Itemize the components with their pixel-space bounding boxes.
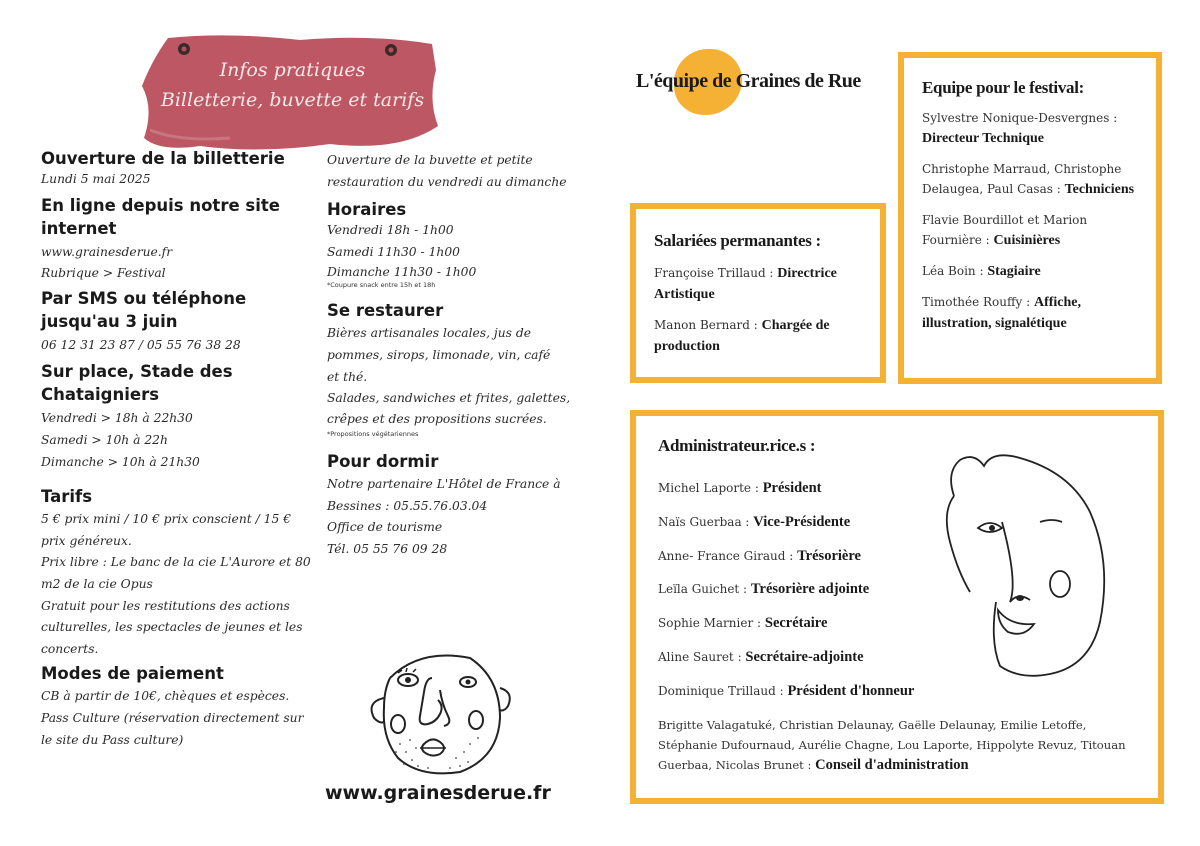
buvette-intro: Ouverture de la buvette et petite restauration du vendredi au dimanche [327, 153, 567, 189]
onsite-sunday: Dimanche > 10h à 21h30 [41, 454, 200, 469]
tarifs-free: Prix libre : Le banc de la cie L'Aurore et 80 m2 de la cie Opus [41, 555, 311, 591]
permanent-staff-title: Salariées permanantes : [654, 231, 821, 250]
restaurer-heading: Se restaurer [327, 301, 444, 321]
face-illustration-small [360, 648, 520, 778]
tarifs-gratuit: Gratuit pour les restitutions des actions culturelles, les spectacles de jeunes et les concerts. [41, 598, 303, 656]
left-column [41, 148, 311, 751]
restaurer-note: *Propositions végétariennes [327, 430, 419, 439]
payment-pass-culture: Pass Culture (réservation directement sur le site du Pass culture) [41, 710, 304, 747]
board-row: Aline Sauret : Secrétaire-adjointe [658, 648, 864, 665]
team-title: L'équipe de Graines de Rue [636, 70, 861, 92]
horaires-sunday: Dimanche 11h30 - 1h00 [327, 265, 477, 280]
payment-heading: Modes de paiement [41, 664, 224, 684]
festival-team-box [898, 52, 1162, 384]
festival-row: Flavie Bourdillot et Marion Fournière : Cuisinières [922, 213, 1088, 248]
dormir-heading: Pour dormir [327, 452, 439, 472]
festival-row: Léa Boin : Stagiaire [922, 264, 1041, 279]
online-url: www.grainesderue.fr [41, 244, 173, 259]
board-row: Anne- France Giraud : Trésorière [658, 547, 861, 564]
website-url: www.grainesderue.fr [325, 782, 551, 804]
staff-row: Manon Bernard : Chargée de production [654, 318, 830, 354]
board-row: Dominique Trillaud : Président d'honneur [658, 682, 915, 699]
sms-phones: 06 12 31 23 87 / 05 55 76 38 28 [41, 337, 241, 352]
payment-methods: CB à partir de 10€, chèques et espèces. [41, 689, 290, 704]
sms-heading: Par SMS ou téléphone jusqu'au 3 juin [41, 288, 247, 331]
restaurer-food: Salades, sandwiches et frites, galettes, crêpes et des propositions sucrées. [327, 391, 571, 427]
tarifs-heading: Tarifs [41, 487, 93, 507]
dormir-phone: Tél. 05 55 76 09 28 [327, 541, 448, 556]
face-illustration-large [940, 452, 1120, 682]
onsite-heading: Sur place, Stade des Chataigniers [41, 362, 233, 405]
board-title: Administrateur.rice.s : [658, 436, 816, 455]
staff-row: Françoise Trillaud : Directrice Artistique [654, 266, 837, 302]
dormir-hotel: Notre partenaire L'Hôtel de France à Bessines : 05.55.76.03.04 [327, 477, 561, 513]
horaires-saturday: Samedi 11h30 - 1h00 [327, 244, 460, 259]
horaires-note: *Coupure snack entre 15h et 18h [327, 281, 436, 290]
onsite-saturday: Samedi > 10h à 22h [41, 432, 168, 447]
festival-row: Timothée Rouffy : Affiche, illustration, signalétique [922, 295, 1082, 331]
board-row: Naïs Guerbaa : Vice-Présidente [658, 513, 851, 530]
online-rubrique: Rubrique > Festival [41, 266, 166, 281]
tarifs-prices: 5 € prix mini / 10 € prix conscient / 15 € prix généreux. [41, 512, 292, 548]
banner-line-1: Infos pratiques [219, 59, 366, 81]
dormir-office: Office de tourisme [327, 520, 443, 535]
festival-row: Christophe Marraud, Christophe Delaugea, Paul Casas : Techniciens [922, 162, 1135, 197]
restaurer-drinks: Bières artisanales locales, jus de pommes, sirops, limonade, vin, café et thé. [327, 326, 551, 384]
billetterie-date: Lundi 5 mai 2025 [41, 172, 151, 186]
permanent-staff-box [630, 203, 886, 383]
festival-team-title: Equipe pour le festival: [922, 78, 1085, 97]
board-row: Michel Laporte : Président [658, 480, 822, 496]
board-council: Brigitte Valagatuké, Christian Delaunay, Gaëlle Delaunay, Emilie Letoffe, Stéphanie Dufournaud, Aurélie Chagne, Lou Laporte, Hippolyte Revuz, Titouan Guerbaa, Nicolas Brunet : Conseil d'administration [658, 717, 1126, 773]
onsite-friday: Vendredi > 18h à 22h30 [41, 411, 193, 426]
festival-row: Sylvestre Nonique-Desvergnes : Directeur Technique [922, 111, 1118, 146]
middle-column [327, 150, 572, 561]
board-row: Leïla Guichet : Trésorière adjointe [658, 581, 870, 598]
horaires-friday: Vendredi 18h - 1h00 [327, 223, 454, 238]
online-heading: En ligne depuis notre site internet [41, 195, 280, 238]
billetterie-heading: Ouverture de la billetterie [41, 149, 285, 168]
banner-title [160, 55, 425, 115]
banner-line-2: Billetterie, buvette et tarifs [160, 89, 425, 111]
horaires-heading: Horaires [327, 200, 407, 220]
board-row: Sophie Marnier : Secrétaire [658, 615, 828, 632]
